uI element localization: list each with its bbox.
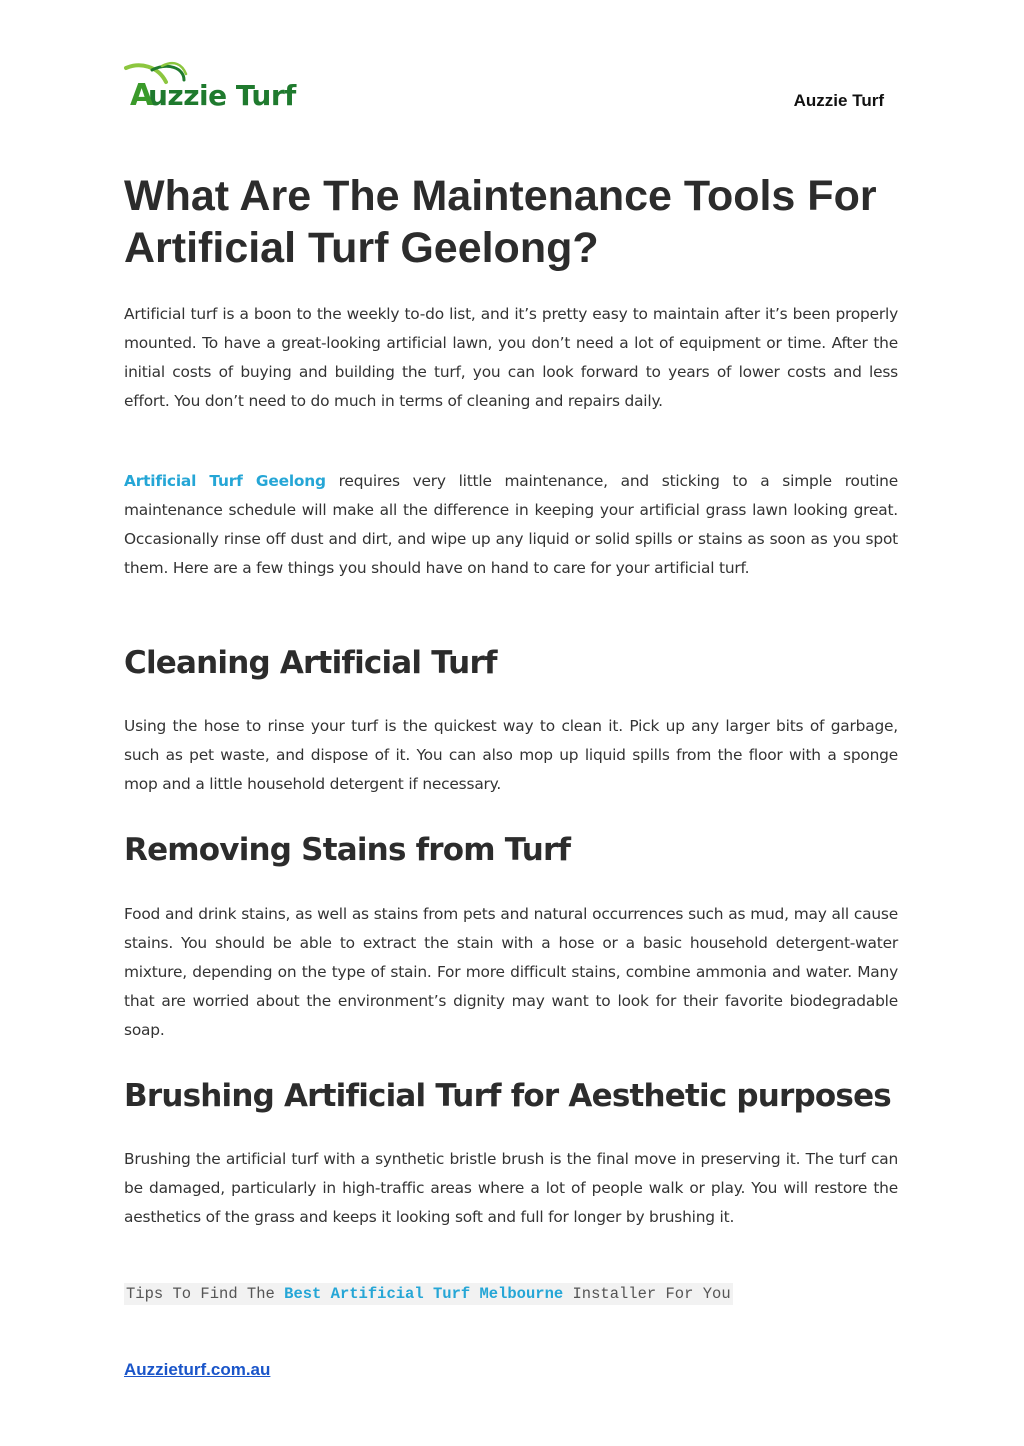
geelong-paragraph-text: requires very little maintenance, and sticking to a simple routine maintenance schedule will make all the difference in keeping your artificial grass lawn looking great. Occasionally rinse off dust and dirt, and wipe up any liquid or solid spills or stains as soon as you spot them. Here are a few things you should have on hand to care for your artificial turf. — [124, 472, 898, 577]
page-title: What Are The Maintenance Tools For Artificial Turf Geelong? — [124, 172, 877, 272]
section-heading-brushing: Brushing Artificial Turf for Aesthetic purposes — [124, 1078, 891, 1114]
best-artificial-turf-melbourne-link[interactable]: Best Artificial Turf Melbourne — [284, 1285, 564, 1303]
intro-paragraph: Artificial turf is a boon to the weekly to-do list, and it’s pretty easy to maintain after it’s been properly mounted. To have a great-looking artificial lawn, you don’t need a lot of equipment or time. After the initial costs of buying and building the turf, you can look forward to years of lower costs and less effort. You don’t need to do much in terms of cleaning and repairs daily. — [124, 305, 898, 410]
tip-line — [124, 1283, 733, 1305]
section-heading-stains: Removing Stains from Turf — [124, 832, 571, 868]
geelong-paragraph — [124, 467, 898, 583]
tip-prefix: Tips To Find The — [126, 1285, 285, 1303]
auzzie-turf-logo — [122, 60, 332, 115]
section-heading-cleaning: Cleaning Artificial Turf — [124, 645, 497, 681]
svg-text:uzzie Turf: uzzie Turf — [148, 79, 296, 112]
site-name: Auzzie Turf — [793, 91, 884, 110]
section-body-brushing: Brushing the artificial turf with a synthetic bristle brush is the final move in preserving it. The turf can be damaged, particularly in high-traffic areas where a lot of people walk or play. You will restore the aesthetics of the grass and keeps it looking soft and full for longer by brushing it. — [124, 1150, 898, 1226]
section-body-stains: Food and drink stains, as well as stains from pets and natural occurrences such as mud, may all cause stains. You should be able to extract the stain with a hose or a basic household detergent-water mixture, depending on the type of stain. For more difficult stains, combine ammonia and water. Many that are worried about the environment’s dignity may want to look for their favorite biodegradable soap. — [124, 905, 898, 1039]
section-body-cleaning: Using the hose to rinse your turf is the quickest way to clean it. Pick up any larger bits of garbage, such as pet waste, and dispose of it. You can also mop up liquid spills from the floor with a sponge mop and a little household detergent if necessary. — [124, 717, 898, 793]
footer-website-link[interactable]: Auzzieturf.com.au — [124, 1360, 271, 1379]
svg-text:A: A — [130, 78, 154, 113]
tip-suffix: Installer For You — [563, 1285, 731, 1303]
artificial-turf-geelong-link[interactable]: Artificial Turf Geelong — [124, 472, 326, 490]
logo-graphic — [122, 60, 332, 115]
